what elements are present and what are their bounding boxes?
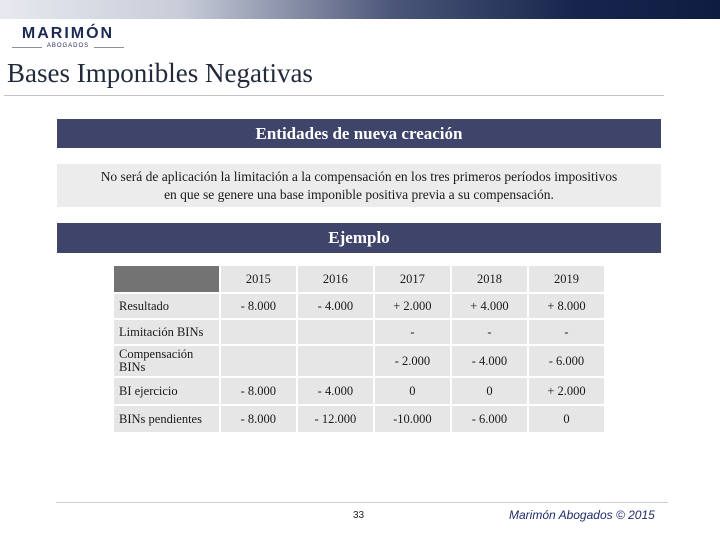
table-cell: + 2.000 — [375, 294, 450, 318]
page-number: 33 — [353, 510, 365, 521]
table-cell: - — [452, 320, 527, 344]
table-row-limitacion — [114, 320, 604, 344]
table-cell: - 12.000 — [298, 406, 373, 432]
year-header: 2015 — [221, 266, 296, 292]
table-cell: + 4.000 — [452, 294, 527, 318]
table-cell: 0 — [529, 406, 604, 432]
table-row-resultado — [114, 294, 604, 318]
table-cell: - 8.000 — [221, 378, 296, 404]
table-cell: 0 — [452, 378, 527, 404]
table-cell: - 8.000 — [221, 406, 296, 432]
year-header: 2018 — [452, 266, 527, 292]
table-cell: - 2.000 — [375, 346, 450, 376]
footer-divider — [56, 502, 668, 503]
header-blank-cell — [114, 266, 219, 292]
page-title: Bases Imponibles Negativas — [7, 58, 313, 88]
row-label: Resultado — [114, 294, 219, 318]
row-label: BI ejercicio — [114, 378, 219, 404]
copyright-text: Marimón Abogados © 2015 — [509, 508, 655, 522]
title-divider — [4, 95, 664, 96]
note-box — [57, 164, 661, 207]
note-line-1: No será de aplicación la limitación a la compensación en los tres primeros períodos impositivos — [100, 169, 618, 184]
table-cell: - 4.000 — [298, 378, 373, 404]
table-cell — [221, 320, 296, 344]
table-cell — [221, 346, 296, 376]
note-line-2: en que se genere una base imponible positiva previa a su compensación. — [164, 187, 554, 202]
table-cell: -10.000 — [375, 406, 450, 432]
table-cell: - 4.000 — [298, 294, 373, 318]
table-cell: + 8.000 — [529, 294, 604, 318]
row-label: Compensación BINs — [114, 346, 219, 376]
table-cell: - 6.000 — [529, 346, 604, 376]
table-row-compensacion — [114, 346, 604, 376]
table-row-bins-pendientes — [114, 406, 604, 432]
section-header: Entidades de nueva creación — [57, 119, 661, 148]
year-header: 2016 — [298, 266, 373, 292]
logo — [12, 25, 124, 53]
table-cell — [298, 320, 373, 344]
table-header-row — [114, 266, 604, 292]
table-cell: - 8.000 — [221, 294, 296, 318]
example-header: Ejemplo — [57, 223, 661, 253]
row-label: Limitación BINs — [114, 320, 219, 344]
row-label: BINs pendientes — [114, 406, 219, 432]
logo-rule-right — [94, 47, 124, 48]
example-table — [112, 264, 606, 434]
year-header: 2019 — [529, 266, 604, 292]
table-row-bi-ejercicio — [114, 378, 604, 404]
top-gradient-bar — [0, 0, 720, 19]
table-cell: - — [375, 320, 450, 344]
year-header: 2017 — [375, 266, 450, 292]
table-cell: - 6.000 — [452, 406, 527, 432]
logo-wordmark: MARIMÓN — [21, 25, 115, 42]
table-cell: 0 — [375, 378, 450, 404]
table-cell — [298, 346, 373, 376]
table-cell: - — [529, 320, 604, 344]
table-cell: - 4.000 — [452, 346, 527, 376]
table-cell: + 2.000 — [529, 378, 604, 404]
logo-tagline: ABOGADOS — [46, 43, 90, 49]
